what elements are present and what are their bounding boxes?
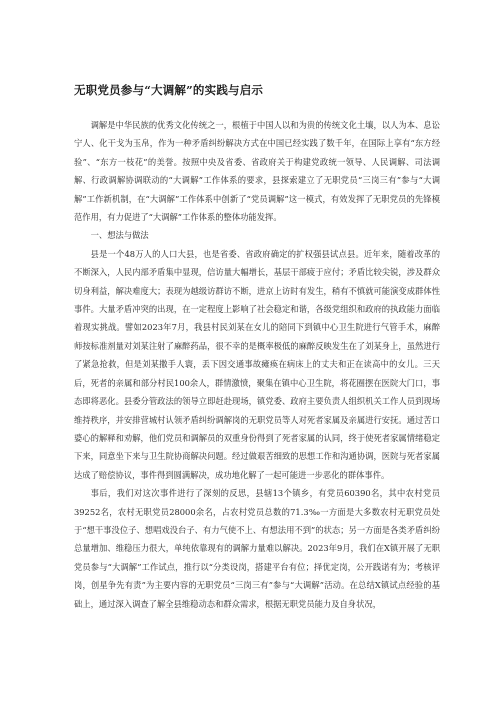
body-paragraph: 县是一个48万人的人口大县，也是省委、省政府确定的扩权强县试点县。近年来，随着改革的不断深入，人民内部矛盾集中显现，信访量大幅增长，基层干部疲于应付；矛盾比较尖锐，涉及群众切身利益，解决难度大；表现为越级访群访不断，进京上访时有发生，稍有不慎就可能演变成群体性事件。大量矛盾冲突的出现，在一定程度上影响了社会稳定和谐，各级党组织和政府的执政能力面临着现实挑战。譬如2023年7月，我县村民刘某在女儿的陪同下到镇中心卫生院进行气管手术，麻醉师按标准剂量对刘某注射了麻醉药品，很不幸的是概率极低的麻醉反映发生在了刘某身上，虽然进行了紧急抢救，但是刘某撒手人寰，丢下因交通事故瘫痪在病床上的丈夫和正在读高中的女儿。三天后，死者的亲属和部分村民100余人，群情激愤，聚集在镇中心卫生院，将花圈摆在医院大门口，事态即将恶化。县委分管政法的领导立即赶赴现场，镇党委、政府主要负责人组织机关工作人员到现场维持秩序，并安排营城村认领矛盾纠纷调解岗的无职党员等人对死者家属及亲属进行安抚。通过苦口婆心的解释和劝解，他们党员和调解员的双重身份得到了死者家属的认同，终于使死者家属情绪稳定下来，同意坐下来与卫生院协商解决问题。经过做艰苦细致的思想工作和沟通协调，医院与死者家属达成了赔偿协议，事件得到圆满解决，成功地化解了一起可能进一步恶化的群体事件。 bbox=[74, 248, 440, 480]
document-title: 无职党员参与“大调解”的实践与启示 bbox=[74, 83, 264, 97]
body-paragraph: 事后，我们对这次事件进行了深刻的反思，县辖13个镇乡，有党员60390名，其中农村党员39252名，农村无职党员28000余名，占农村党员总数的71.3‰一方面是大多数农村无职党员处于“想干事没位子、想唱戏没台子、有力气使不上、有想法用不到”的状态；另一方面是各类矛盾纠纷总量增加、维稳压力很大，单纯依靠现有的调解力量难以解决。2023年9月，我们在X镇开展了无职党员参与“大调解”工作试点，推行以“分类设岗，搭建平台有位；择优定岗，公开践诺有为；考核评岗，创星争先有责”为主要内容的无职党员“三岗三有”参与“大调解”活动。在总结X镇试点经验的基础上，通过深入调查了解全县维稳动态和群众需求，根据无职党员能力及自身状况， bbox=[74, 488, 440, 609]
intro-paragraph: 调解是中华民族的优秀文化传统之一，根植于中国人以和为贵的传统文化土壤，以人为本、息讼宁人、化干戈为玉帛，作为一种矛盾纠纷解决方式在中国已经实践了数千年，在国际上享有“东方经验”、“东方一枝花”的美誉。按照中央及省委、省政府关于构建党政统一领导、人民调解、司法调解、行政调解协调联动的“大调解”工作体系的要求，县探索建立了无职党员“三岗三有”参与“大调解”工作新机制，在“大调解”工作体系中创新了“党员调解”这一模式，有效发挥了无职党员的先锋模范作用，有力促进了“大调解”工作体系的整体功能发挥。 bbox=[74, 120, 440, 223]
section-heading: 一、想法与做法 bbox=[90, 230, 149, 241]
